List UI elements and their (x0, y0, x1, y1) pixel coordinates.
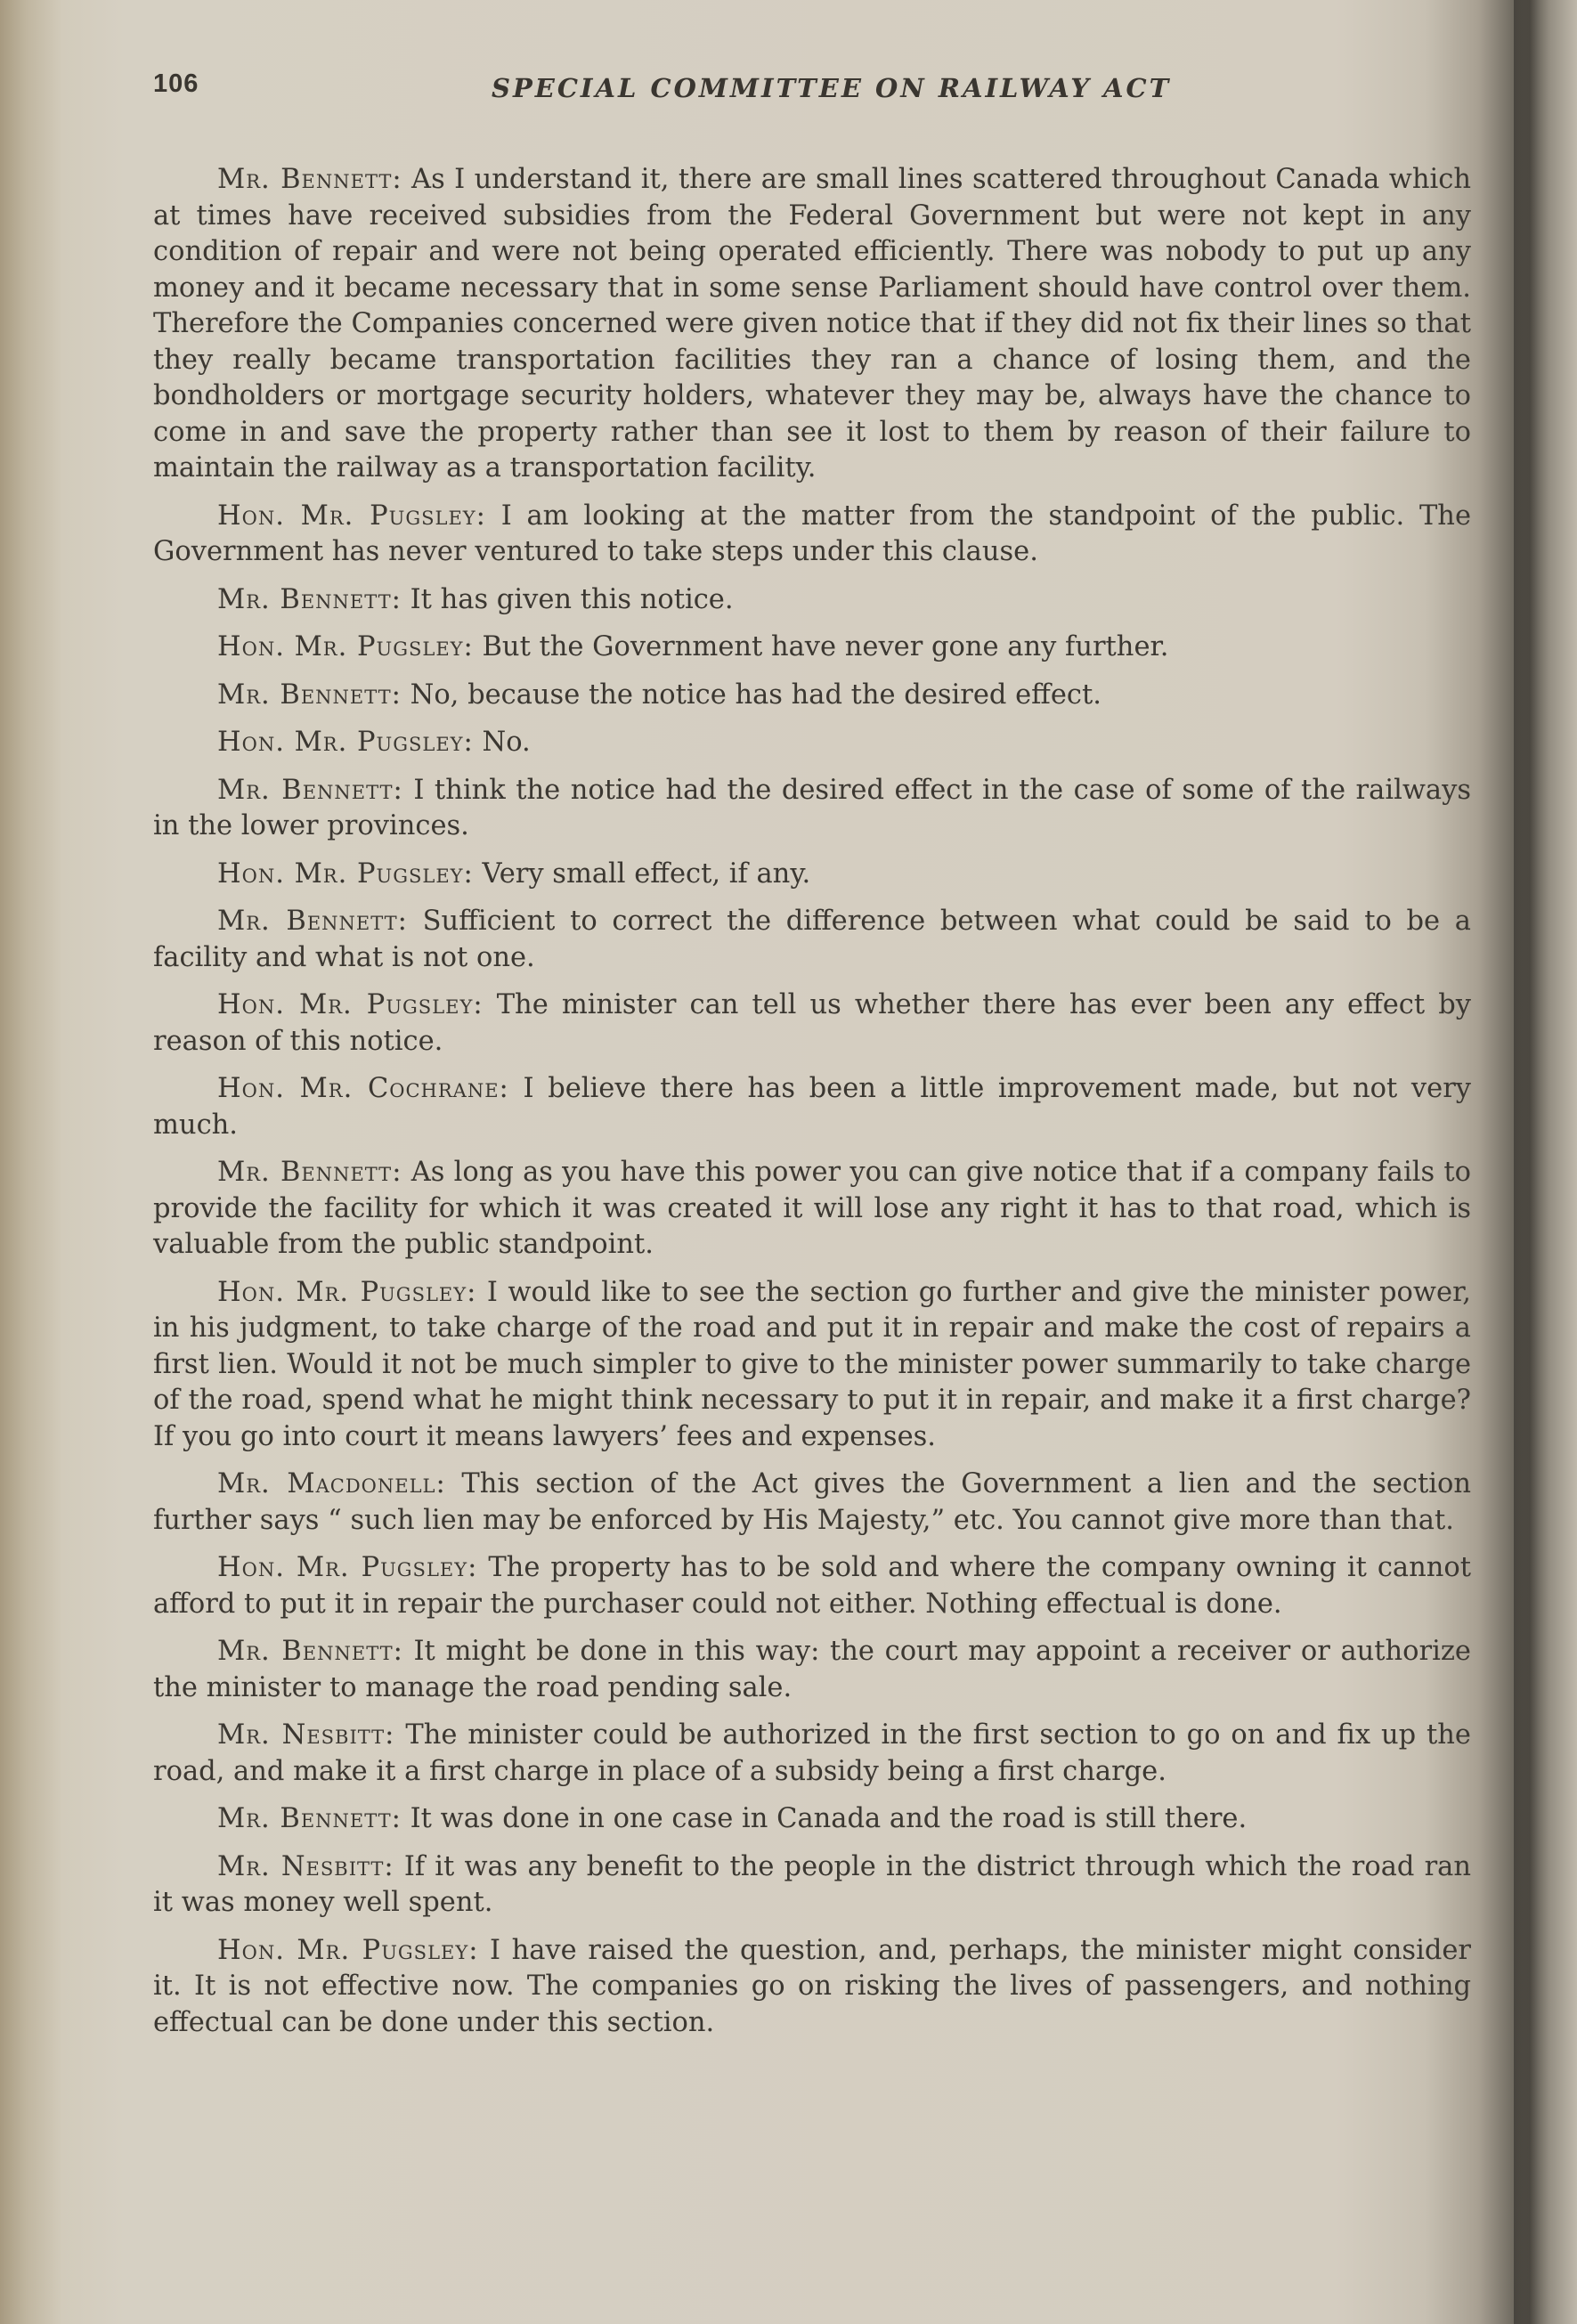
speech-paragraph (153, 1718, 1471, 1790)
speaker-name: Mr. Bennett: (217, 164, 402, 195)
speaker-name: Mr. Bennett: (217, 774, 403, 806)
speech-text: I am looking at the matter from the standpoint of the public. The Government has never ventured to take steps under this clause. (153, 500, 1471, 567)
speaker-name: Hon. Mr. Cochrane: (217, 1073, 509, 1104)
speech-text: The minister could be authorized in the first section to go on and fix up the road, and make it a first charge in place of a subsidy being a first charge. (153, 1719, 1471, 1787)
speaker-name: Hon. Mr. Pugsley: (217, 1276, 477, 1308)
book-binding-shadow (1514, 0, 1577, 2324)
speech-text: As I understand it, there are small lines scattered throughout Canada which at times have received subsidies from the Federal Government but were not kept in any condition of repair and were not being operated efficiently. There was nobody to put up any money and it became necessary that in some sense Parliament should have control over them. Therefore the Companies concerned were given notice that if they did not fix their lines so that they really became transportation facilities they ran a chance of losing them, and the bondholders or mortgage security holders, whatever they may be, always have the chance to come in and save the property rather than see it lost to them by reason of their failure to maintain the railway as a transportation facility. (153, 164, 1472, 483)
speech-paragraph (153, 678, 1471, 714)
speech-paragraph (153, 773, 1471, 845)
speech-paragraph (153, 725, 1471, 761)
speech-paragraph (153, 499, 1471, 571)
speech-paragraph (153, 1933, 1471, 2042)
speech-text: I have raised the question, and, perhaps, the minister might consider it. It is not effective now. The companies go on risking the lives of passengers, and nothing effectual can be done under this section. (153, 1934, 1471, 2038)
speech-text: If it was any benefit to the people in the district through which the road ran it was money well spent. (153, 1850, 1471, 1918)
speaker-name: Hon. Mr. Pugsley: (217, 631, 474, 662)
speaker-name: Mr. Nesbitt: (217, 1719, 395, 1751)
speaker-name: Mr. Bennett: (217, 679, 402, 711)
speaker-name: Hon. Mr. Pugsley: (217, 1552, 478, 1583)
speech-paragraph (153, 582, 1471, 619)
speech-text: Very small effect, if any. (473, 857, 811, 890)
transcript-body (153, 162, 1471, 2052)
speech-text: I believe there has been a little improvement made, but not very much. (153, 1073, 1472, 1141)
speech-paragraph (153, 630, 1471, 666)
speech-text: This section of the Act gives the Government a lien and the section further says “ such lien may be enforced by His Majesty,” etc. You cannot give more than that. (153, 1468, 1471, 1536)
speech-paragraph (153, 1155, 1471, 1264)
speaker-name: Mr. Bennett: (217, 1157, 402, 1188)
speech-text: It might be done in this way: the court may appoint a receiver or authorize the minister to manage the road pending sale. (153, 1636, 1471, 1703)
speech-text: No, because the notice has had the desired effect. (401, 679, 1101, 711)
speaker-name: Mr. Bennett: (217, 906, 408, 937)
speech-paragraph (153, 1550, 1471, 1622)
speaker-name: Mr. Bennett: (217, 1636, 403, 1667)
page-header (153, 69, 1462, 123)
speech-paragraph (153, 904, 1471, 976)
speech-paragraph (153, 1467, 1471, 1539)
speaker-name: Mr. Nesbitt: (217, 1850, 394, 1882)
speaker-name: Mr. Bennett: (217, 1803, 402, 1834)
speech-text: Sufficient to correct the difference between what could be said to be a facility and what is not one. (153, 906, 1471, 973)
speech-paragraph (153, 987, 1471, 1060)
speech-text: I would like to see the section go further and give the minister power, in his judgment, to take charge of the road and put it in repair and make the cost of repairs a first lien. Would it not be much simpler to give to the minister power summarily to take charge of the road, spend what he might think necessary to put it in repair, and make it a first charge? If you go into court it means lawyers’ fees and expenses. (153, 1276, 1471, 1452)
speech-text: As long as you have this power you can give notice that if a company fails to provide the facility for which it was created it will lose any right it has to that road, which is valuable from the public standpoint. (153, 1157, 1471, 1260)
speaker-name: Mr. Macdonell: (217, 1468, 446, 1499)
speaker-name: Hon. Mr. Pugsley: (217, 1934, 479, 1966)
speech-paragraph (153, 1634, 1471, 1706)
speaker-name: Hon. Mr. Pugsley: (217, 727, 474, 758)
speech-paragraph (153, 1801, 1471, 1838)
page-number: 106 (153, 69, 199, 98)
speech-paragraph (153, 1071, 1471, 1143)
speech-text: No. (473, 727, 531, 758)
speech-text: The minister can tell us whether there has ever been any effect by reason of this notice. (153, 989, 1471, 1057)
speech-text: But the Government have never gone any further. (473, 631, 1169, 662)
speech-text: It has given this notice. (401, 583, 734, 615)
speech-paragraph (153, 162, 1471, 487)
speech-paragraph (153, 857, 1471, 893)
speech-text: It was done in one case in Canada and the road is still there. (401, 1803, 1248, 1834)
speech-text: I think the notice had the desired effect in the case of some of the railways in the lower provinces. (153, 774, 1472, 841)
running-title: SPECIAL COMMITTEE ON RAILWAY ACT (492, 73, 1172, 103)
speaker-name: Hon. Mr. Pugsley: (217, 989, 484, 1020)
speech-paragraph (153, 1849, 1471, 1922)
speaker-name: Hon. Mr. Pugsley: (217, 857, 474, 890)
speech-paragraph (153, 1275, 1471, 1456)
speaker-name: Hon. Mr. Pugsley: (217, 500, 486, 532)
speech-text: The property has to be sold and where the company owning it cannot afford to put it in repair the purchaser could not either. Nothing effectual is done. (153, 1552, 1471, 1620)
speaker-name: Mr. Bennett: (217, 583, 402, 615)
